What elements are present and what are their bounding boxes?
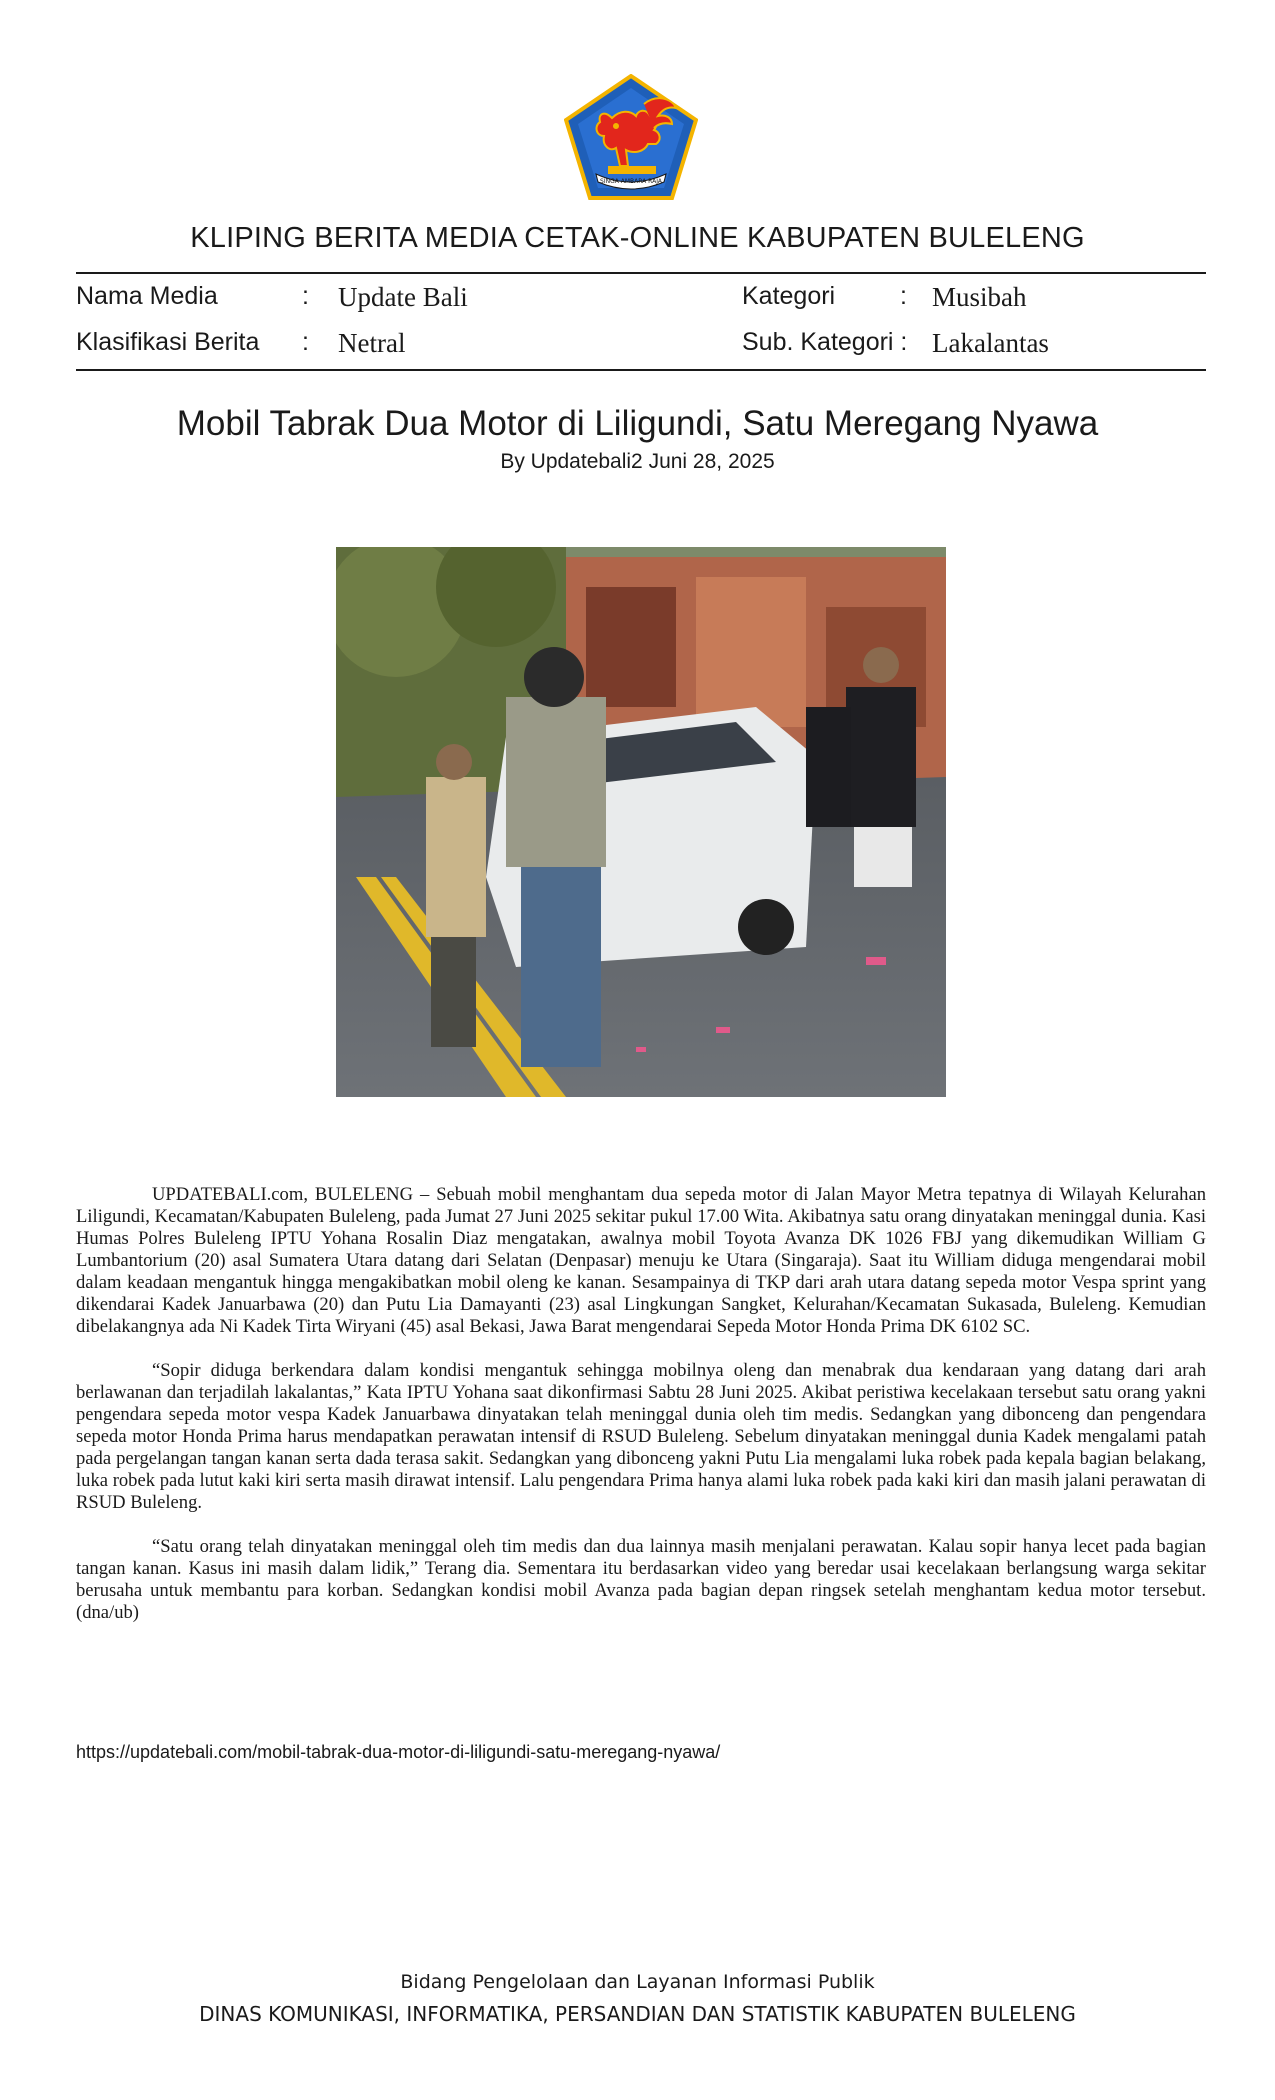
category-label: Kategori [742, 282, 836, 310]
media-name-value: Update Bali [338, 282, 468, 312]
media-name-colon: : [302, 282, 309, 310]
classification-value: Netral [338, 328, 406, 358]
footer-agency: DINAS KOMUNIKASI, INFORMATIKA, PERSANDIAN DAN STATISTIK KABUPATEN BULELENG [199, 2002, 1076, 2026]
header-divider-top [76, 272, 1206, 274]
footer-department: Bidang Pengelolaan dan Layanan Informasi Publik [400, 1971, 875, 1993]
regency-emblem-logo [564, 74, 698, 200]
accident-scene-photo [336, 547, 946, 1097]
article-paragraph: “Satu orang telah dinyatakan meninggal oleh tim medis dan dua lainnya masih menjalani perawatan. Kalau sopir hanya lecet pada bagian tangan kanan. Kasus ini masih dalam lidik,” Terang dia. Sementara itu berdasarkan video yang beredar usai kecelakaan berlangsung warga sekitar berusaha untuk membantu para korban. Sedangkan kondisi mobil Avanza pada bagian depan ringsek setelah menghantam kedua motor tersebut.(dna/ub) [76, 1536, 1206, 1623]
article-byline: By Updatebali2 Juni 28, 2025 [500, 450, 775, 473]
header-divider-bottom [76, 369, 1206, 371]
article-paragraph: “Sopir diduga berkendara dalam kondisi mengantuk sehingga mobilnya oleng dan menabrak dua kendaraan yang datang dari arah berlawanan dan terjadilah lakalantas,” Kata IPTU Yohana saat dikonfirmasi Sabtu 28 Juni 2025. Akibat peristiwa kecelakaan tersebut satu orang yakni pengendara sepeda motor vespa Kadek Januarbawa dinyatakan telah meninggal dunia oleh tim medis. Sedangkan yang dibonceng dan pengendara sepeda motor Honda Prima harus mendapatkan perawatan intensif di RSUD Buleleng. Sebelum dinyatakan meninggal dunia Kadek mengalami patah pada pergelangan tangan kanan serta dada terasa sakit. Sedangkan yang dibonceng yakni Putu Lia mengalami luka robek pada kepala bagian belakang, luka robek pada lutut kaki kiri serta masih dirawat intensif. Lalu pengendara Prima hanya alami luka robek pada kaki kiri dan masih jalani perawatan di RSUD Buleleng. [76, 1360, 1206, 1513]
media-name-label: Nama Media [76, 282, 218, 310]
document-title: KLIPING BERITA MEDIA CETAK-ONLINE KABUPATEN BULELENG [190, 222, 1085, 254]
sub-category-value: Lakalantas [932, 328, 1049, 358]
article-headline: Mobil Tabrak Dua Motor di Liligundi, Satu Meregang Nyawa [176, 404, 1099, 443]
classification-colon: : [302, 328, 309, 356]
category-colon: : [900, 282, 907, 310]
source-url-link[interactable]: https://updatebali.com/mobil-tabrak-dua-motor-di-liligundi-satu-meregang-nyawa/ [76, 1742, 721, 1762]
emblem-motto-text: SINGA AMBARA RAJA [600, 178, 662, 185]
article-body [76, 1184, 1206, 1646]
sub-category-label: Sub. Kategori : [742, 328, 908, 356]
category-value: Musibah [932, 282, 1027, 312]
classification-label: Klasifikasi Berita [76, 328, 260, 356]
article-paragraph: UPDATEBALI.com, BULELENG – Sebuah mobil menghantam dua sepeda motor di Jalan Mayor Metra tepatnya di Wilayah Kelurahan Liligundi, Kecamatan/Kabupaten Buleleng, pada Jumat 27 Juni 2025 sekitar pukul 17.00 Wita. Akibatnya satu orang dinyatakan meninggal dunia. Kasi Humas Polres Buleleng IPTU Yohana Rosalin Diaz mengatakan, awalnya mobil Toyota Avanza DK 1026 FBJ yang dikemudikan William G Lumbantorium (20) asal Sumatera Utara datang dari Selatan (Denpasar) menuju ke Utara (Singaraja). Saat itu William diduga mengendarai mobil dalam keadaan mengantuk hingga mengakibatkan mobil oleng ke kanan. Sesampainya di TKP dari arah utara datang sepeda motor Vespa sprint yang dikendarai Kadek Januarbawa (20) dan Putu Lia Damayanti (23) asal Lingkungan Sangket, Kelurahan/Kecamatan Sukasada, Buleleng. Kemudian dibelakangnya ada Ni Kadek Tirta Wiryani (45) asal Bekasi, Jawa Barat mengendarai Sepeda Motor Honda Prima DK 6102 SC. [76, 1184, 1206, 1337]
